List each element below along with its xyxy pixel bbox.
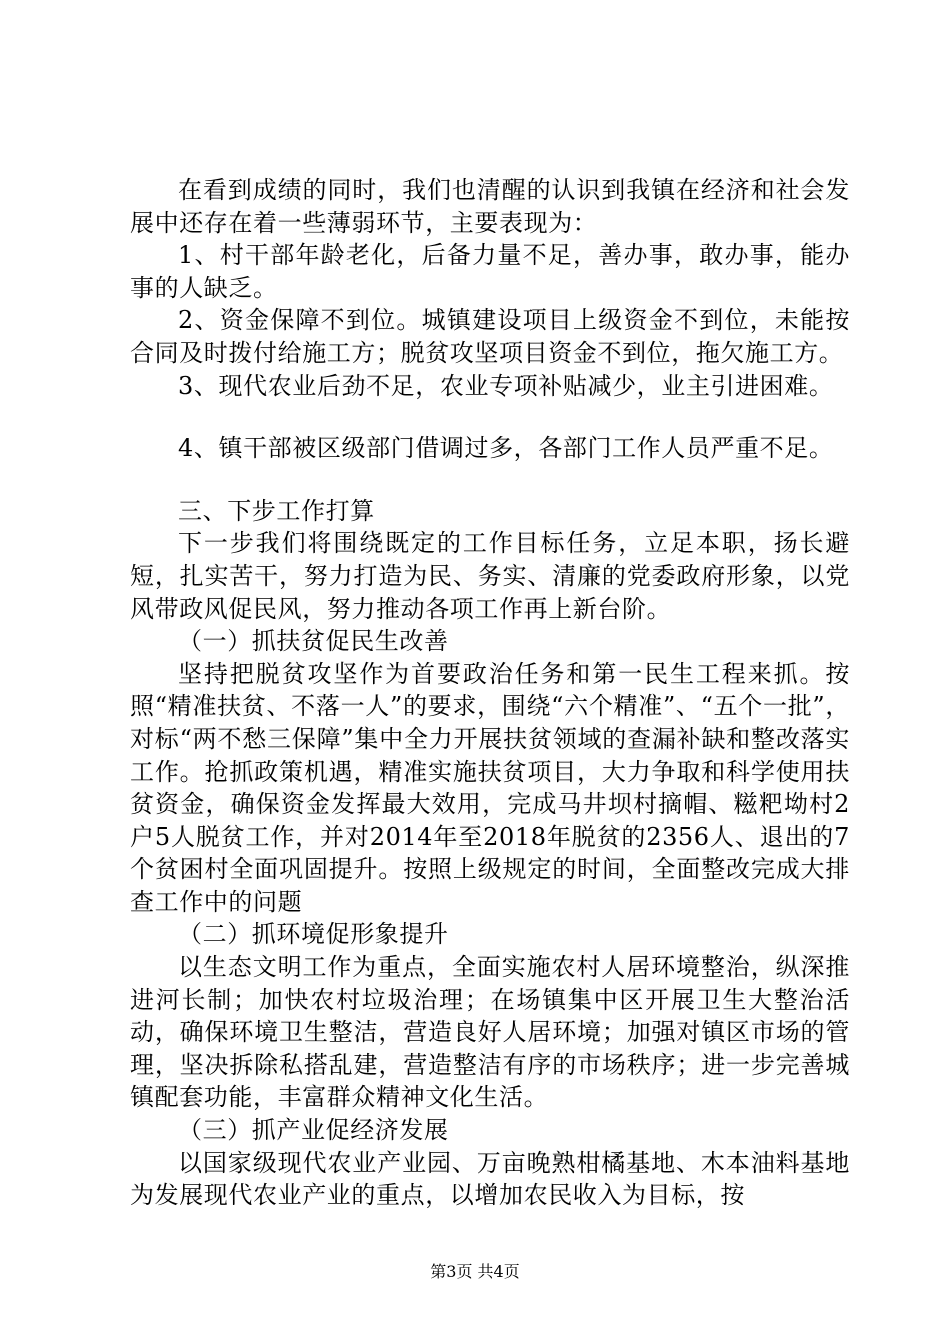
paragraph-issue-1: 1、村干部年龄老化，后备力量不足，善办事，敢办事，能办事的人缺乏。: [130, 241, 850, 302]
page-number: 第3页 共4页: [430, 1262, 520, 1281]
page-footer: [0, 1262, 950, 1282]
paragraph-issue-4: 4、镇干部被区级部门借调过多，各部门工作人员严重不足。: [178, 434, 834, 463]
paragraph-issue-3: 3、现代农业后劲不足，农业专项补贴减少，业主引进困难。: [178, 371, 834, 400]
paragraph-next-steps: 下一步我们将围绕既定的工作目标任务，立足本职，扬长避短，扎实苦干，努力打造为民、务实、清廉的党委政府形象，以党风带政风促民风，努力推动各项工作再上新台阶。: [130, 529, 850, 623]
section-heading-next-steps: 三、下步工作打算: [178, 496, 375, 525]
paragraph-environment: 以生态文明工作为重点，全面实施农村人居环境整治，纵深推进河长制；加快农村垃圾治理；在场镇集中区开展卫生大整治活动，确保环境卫生整洁，营造良好人居环境；加强对镇区市场的管理，坚决拆除私搭乱建，营造整洁有序的市场秩序；进一步完善城镇配套功能，丰富群众精神文化生活。: [130, 953, 850, 1112]
subheading-poverty: （一）抓扶贫促民生改善: [178, 627, 449, 656]
paragraph-industry: 以国家级现代农业产业园、万亩晚熟柑橘基地、木本油料基地为发展现代农业产业的重点，以增加农民收入为目标，按: [130, 1148, 850, 1210]
subheading-industry: （三）抓产业促经济发展: [178, 1116, 449, 1145]
document-body: [130, 174, 850, 1212]
paragraph-poverty: 坚持把脱贫攻坚作为首要政治任务和第一民生工程来抓。按照“精准扶贫、不落一人”的要求，围绕“六个精准”、“五个一批”，对标“两不愁三保障”集中全力开展扶贫领域的查漏补缺和整改落实工作。抢抓政策机遇，精准实施扶贫项目，大力争取和科学使用扶贫资金，确保资金发挥最大效用，完成马井坝村摘帽、糍粑坳村2户5人脱贫工作，并对2014年至2018年脱贫的2356人、退出的7个贫困村全面巩固提升。按照上级规定的时间，全面整改完成大排查工作中的问题: [130, 659, 850, 916]
subheading-environment: （二）抓环境促形象提升: [178, 920, 449, 949]
paragraph-intro: 在看到成绩的同时，我们也清醒的认识到我镇在经济和社会发展中还存在着一些薄弱环节，主要表现为：: [130, 176, 850, 237]
paragraph-issue-2: 2、资金保障不到位。城镇建设项目上级资金不到位，未能按合同及时拨付给施工方；脱贫攻坚项目资金不到位，拖欠施工方。: [130, 306, 850, 367]
